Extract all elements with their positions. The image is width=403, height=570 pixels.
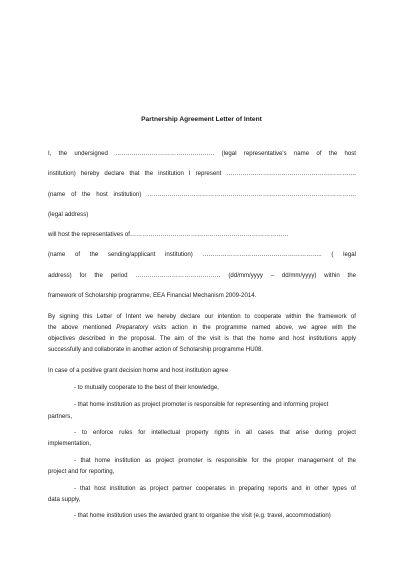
form-line-legal-address: (legal address) <box>48 211 89 218</box>
form-line-host-name: (name of the host institution) …………………………………………………………………………………………. <box>48 191 356 198</box>
form-line-sending-institution: (name of the sending/applicant institution) ………………………………………………….. ( legal <box>48 251 356 258</box>
bullet-6: - that home institution uses the awarded grant to organise the visit (e.g. travel, accommodation) <box>74 512 331 519</box>
form-line-representative: I, the undersigned …………………………………………. (legal representative's name of the host <box>48 150 356 157</box>
bullet-4-line-2: project and for reporting, <box>48 468 115 475</box>
bullet-4-line-1: - that home institution as project promoter is responsible for the proper management of the <box>74 457 356 464</box>
form-line-representatives: will host the representatives of…………………………………………………………………… <box>48 231 289 238</box>
bullet-3-line-2: implementation, <box>48 440 92 447</box>
bullet-1: - to mutually cooperate to the best of their knowledge, <box>74 384 219 391</box>
para2-line-1: By signing this Letter of Intent we hereby declare our intention to cooperate within the framework of <box>48 313 356 320</box>
para3-intro: In case of a positive grant decision home and host institution agree <box>48 367 229 374</box>
bullet-3-line-1: - to enforce rules for intellectual property rights in all cases that arise during project <box>74 429 356 436</box>
document-title: Partnership Agreement Letter of Intent <box>141 116 262 123</box>
bullet-2-line-1: - that home institution as project promoter is responsible for representing and informing project <box>74 401 329 408</box>
bullet-5-line-1: - that host institution as project partner cooperates in preparing reports and in other types of <box>74 485 356 492</box>
para2-line-3: objectives described in the proposal. The aim of the visit is that the home and host institutions apply <box>48 335 356 342</box>
para2-line-2: the above mentioned Preparatory visits action in the programme named above, we agree with the <box>48 324 356 331</box>
form-line-declaration: institution) hereby declare that the institution I represent ………………………………………………………. <box>48 170 356 177</box>
bullet-5-line-2: data supply, <box>48 496 81 503</box>
bullet-2-line-2: partners, <box>48 413 73 420</box>
form-line-framework: framework of Scholarship programme, EEA Financial Mechanism 2009-2014. <box>48 292 257 299</box>
form-line-period: address) for the period …………………………………… (dd/mm/yyyy – dd/mm/yyyy) within the <box>48 272 356 279</box>
para2-line-4: successfully and collaborate in another action of Scholarship programme HU08. <box>48 346 264 353</box>
